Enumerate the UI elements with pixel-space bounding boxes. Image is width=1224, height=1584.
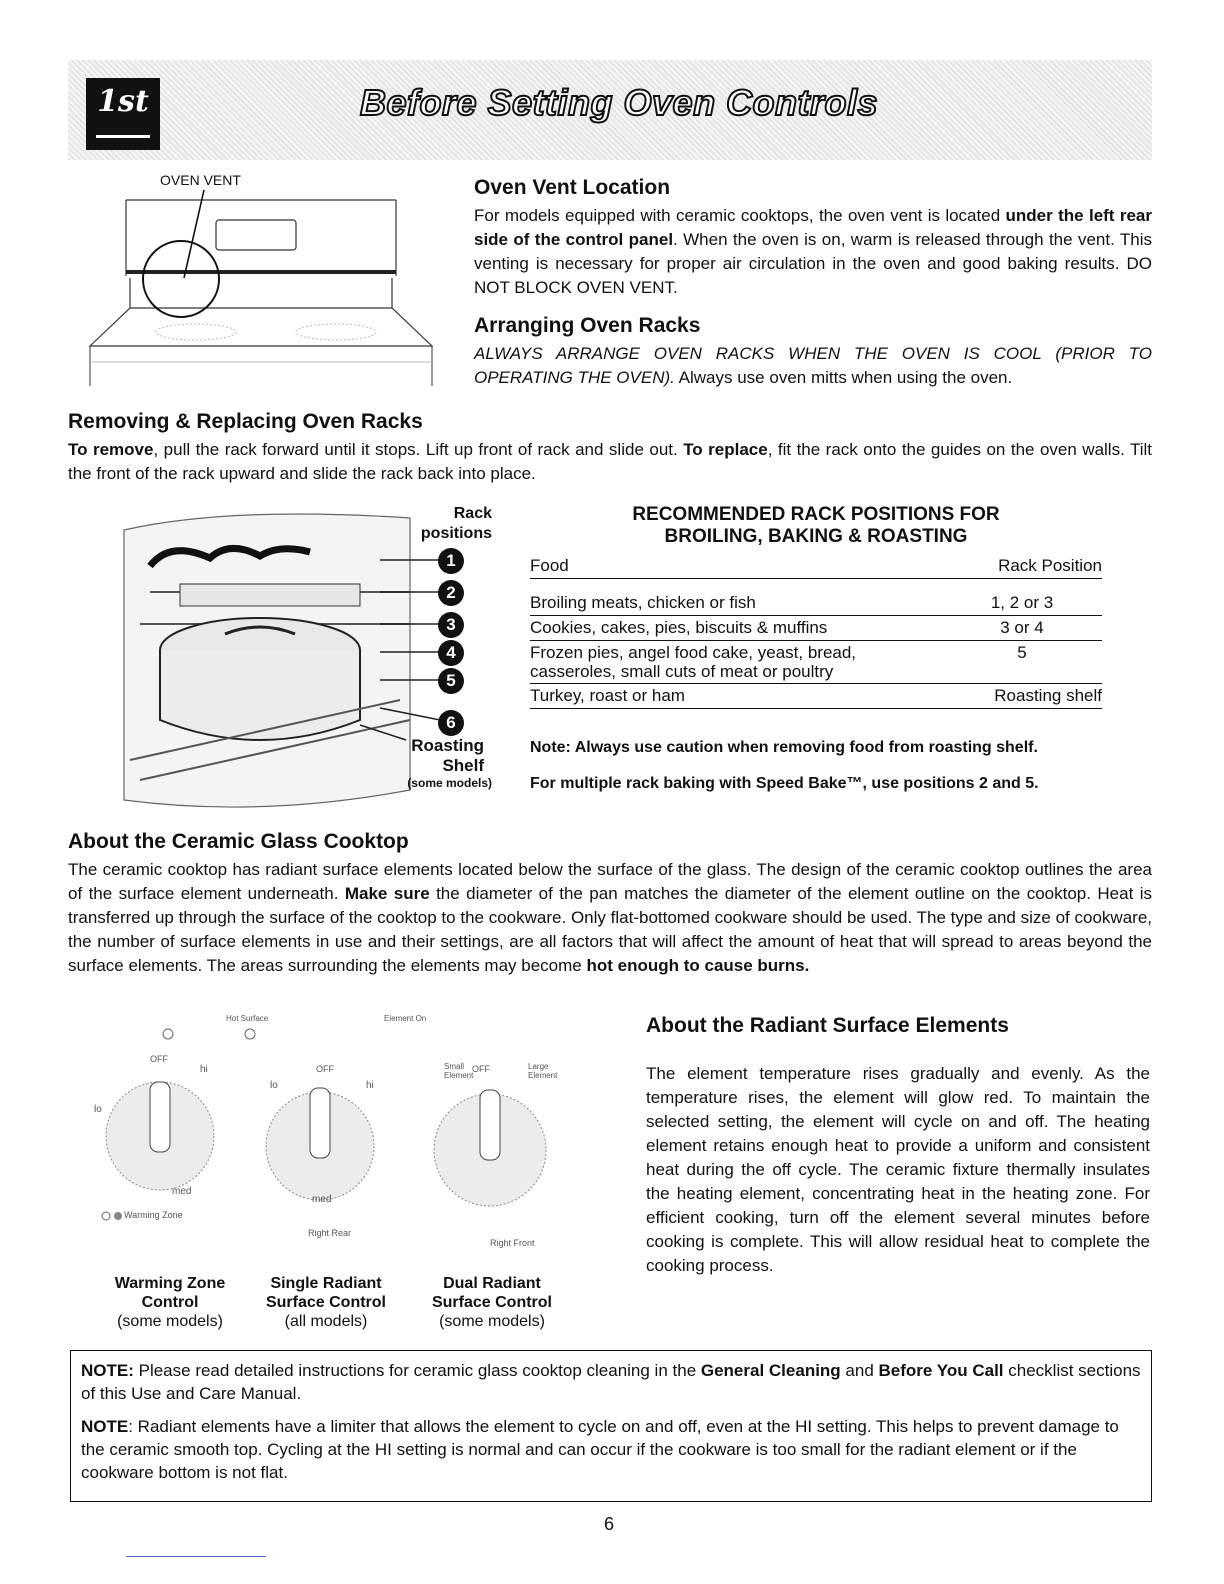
warming-med-label: med — [172, 1186, 192, 1197]
table-row: Cookies, cakes, pies, biscuits & muffins 3 or 4 — [530, 616, 1102, 641]
rack-position-marker: 5 — [438, 668, 464, 694]
column-header-position: Rack Position — [942, 554, 1102, 579]
warming-hi-label: hi — [200, 1064, 208, 1075]
single-off-label: OFF — [316, 1064, 334, 1074]
dual-legend: Right Front — [490, 1238, 535, 1248]
dual-large-label: Large Element — [528, 1062, 558, 1080]
warming-off-label: OFF — [150, 1054, 168, 1064]
oven-vent-figure-label: OVEN VENT — [160, 172, 241, 188]
single-lo-label: lo — [270, 1080, 278, 1091]
arranging-text: ALWAYS ARRANGE OVEN RACKS WHEN THE OVEN IS COOL (PRIOR TO OPERATING THE OVEN). Always use oven mitts when using the oven. — [474, 344, 1152, 387]
table-row: Frozen pies, angel food cake, yeast, bread, casseroles, small cuts of meat or poultry 5 — [530, 641, 1102, 684]
dual-off-label: OFF — [472, 1064, 490, 1074]
page-number: 6 — [604, 1514, 615, 1534]
single-hi-label: hi — [366, 1080, 374, 1091]
rack-position-table — [530, 554, 1102, 709]
page-title: Before Setting Oven Controls — [360, 82, 879, 123]
badge-text: 1st — [97, 84, 149, 119]
rack-position-marker: 4 — [438, 640, 464, 666]
arranging-title: Arranging Oven Racks — [474, 314, 701, 337]
note-limiter: NOTE: Radiant elements have a limiter that allows the element to cycle on and off, even at the HI setting. This helps to prevent damage to the ceramic smooth top. Cycling at the HI setting is normal and can occur if the cookware is too small for the radiant element or if the cookware bottom is not flat. — [81, 1417, 1119, 1482]
warming-legend: Warming Zone — [124, 1210, 183, 1220]
roasting-shelf-label: Roasting Shelf — [411, 736, 484, 775]
note-cleaning: NOTE: Please read detailed instructions for ceramic glass cooktop cleaning in the General Cleaning and Before You Call checklist sections of this Use and Care Manual. — [81, 1361, 1141, 1403]
rack-note-speed-bake: For multiple rack baking with Speed Bake™, use positions 2 and 5. — [530, 775, 1039, 792]
single-med-label: med — [312, 1194, 332, 1205]
table-row: Broiling meats, chicken or fish 1, 2 or 3 — [530, 591, 1102, 616]
removing-text: To remove, pull the rack forward until it stops. Lift up front of rack and slide out. To replace, fit the rack onto the guides on the oven walls. Tilt the front of the rack upward and slide the rack back into place. — [68, 440, 1152, 483]
dual-radiant-dial — [410, 1026, 570, 1226]
radiant-title: About the Radiant Surface Elements — [646, 1014, 1009, 1037]
removing-title: Removing & Replacing Oven Racks — [68, 410, 423, 433]
table-row: Turkey, roast or ham Roasting shelf — [530, 684, 1102, 709]
rack-table-title: RECOMMENDED RACK POSITIONS FOR BROILING, BAKING & ROASTING — [632, 504, 1000, 547]
oven-vent-illustration — [86, 186, 436, 386]
single-radiant-caption: Single Radiant Surface Control (all models) — [265, 1275, 386, 1330]
roasting-shelf-sub: (some models) — [407, 776, 492, 790]
radiant-text: The element temperature rises gradually and evenly. As the temperature rises, the element will glow red. To maintain the selected setting, the element will cycle on and off. The heating element retains enough heat to provide a uniform and consistent heat during the off cycle. The ceramic fixture thermally insulates the heating element, concentrating heat in the heating zone. For efficient cooking, turn off the element several minutes before cooking is complete. This will allow residual heat to complete the cooking process. — [646, 1064, 1150, 1275]
ceramic-title: About the Ceramic Glass Cooktop — [68, 830, 409, 853]
rack-position-marker: 2 — [438, 580, 464, 606]
ceramic-text: The ceramic cooktop has radiant surface elements located below the surface of the glass. The design of the ceramic cooktop outlines the area of the surface element underneath. Make sure the diameter of the pan matches the diameter of the element outline on the cooktop. Heat is transferred up through the surface of the cooktop to the cookware. Only flat-bottomed cookware should be used. The type and size of cookware, the number of surface elements in use and their settings, are all factors that will affect the amount of heat that will spread to areas beyond the surface elements. The areas surrounding the elements may become hot enough to cause burns. — [68, 860, 1152, 975]
element-on-label: Element On — [384, 1014, 427, 1023]
footer-rule — [126, 1556, 266, 1557]
oven-vent-text: For models equipped with ceramic cooktops, the oven vent is located under the left rear side of the control panel. When the oven is on, warm is released through the vent. This venting is necessary for proper air circulation in the oven and good baking results. DO NOT BLOCK OVEN VENT. — [474, 206, 1152, 297]
table-header-row — [530, 554, 1102, 579]
column-header-food: Food — [530, 554, 942, 579]
section-badge — [86, 78, 160, 150]
notes-box — [70, 1350, 1152, 1502]
dual-radiant-caption: Dual Radiant Surface Control (some models) — [431, 1275, 552, 1330]
warming-zone-caption: Warming Zone Control (some models) — [114, 1275, 226, 1330]
oven-vent-title: Oven Vent Location — [474, 176, 671, 199]
dual-small-label: Small Element — [444, 1062, 474, 1080]
hot-surface-label: Hot Surface — [226, 1014, 269, 1023]
rack-positions-label: Rack positions — [420, 505, 492, 542]
warming-lo-label: lo — [94, 1104, 102, 1115]
rack-position-marker: 6 — [438, 710, 464, 736]
single-legend: Right Rear — [308, 1228, 352, 1238]
rack-position-marker: 1 — [438, 548, 464, 574]
rack-position-marker: 3 — [438, 612, 464, 638]
rack-note-roasting: Note: Always use caution when removing food from roasting shelf. — [530, 739, 1038, 756]
